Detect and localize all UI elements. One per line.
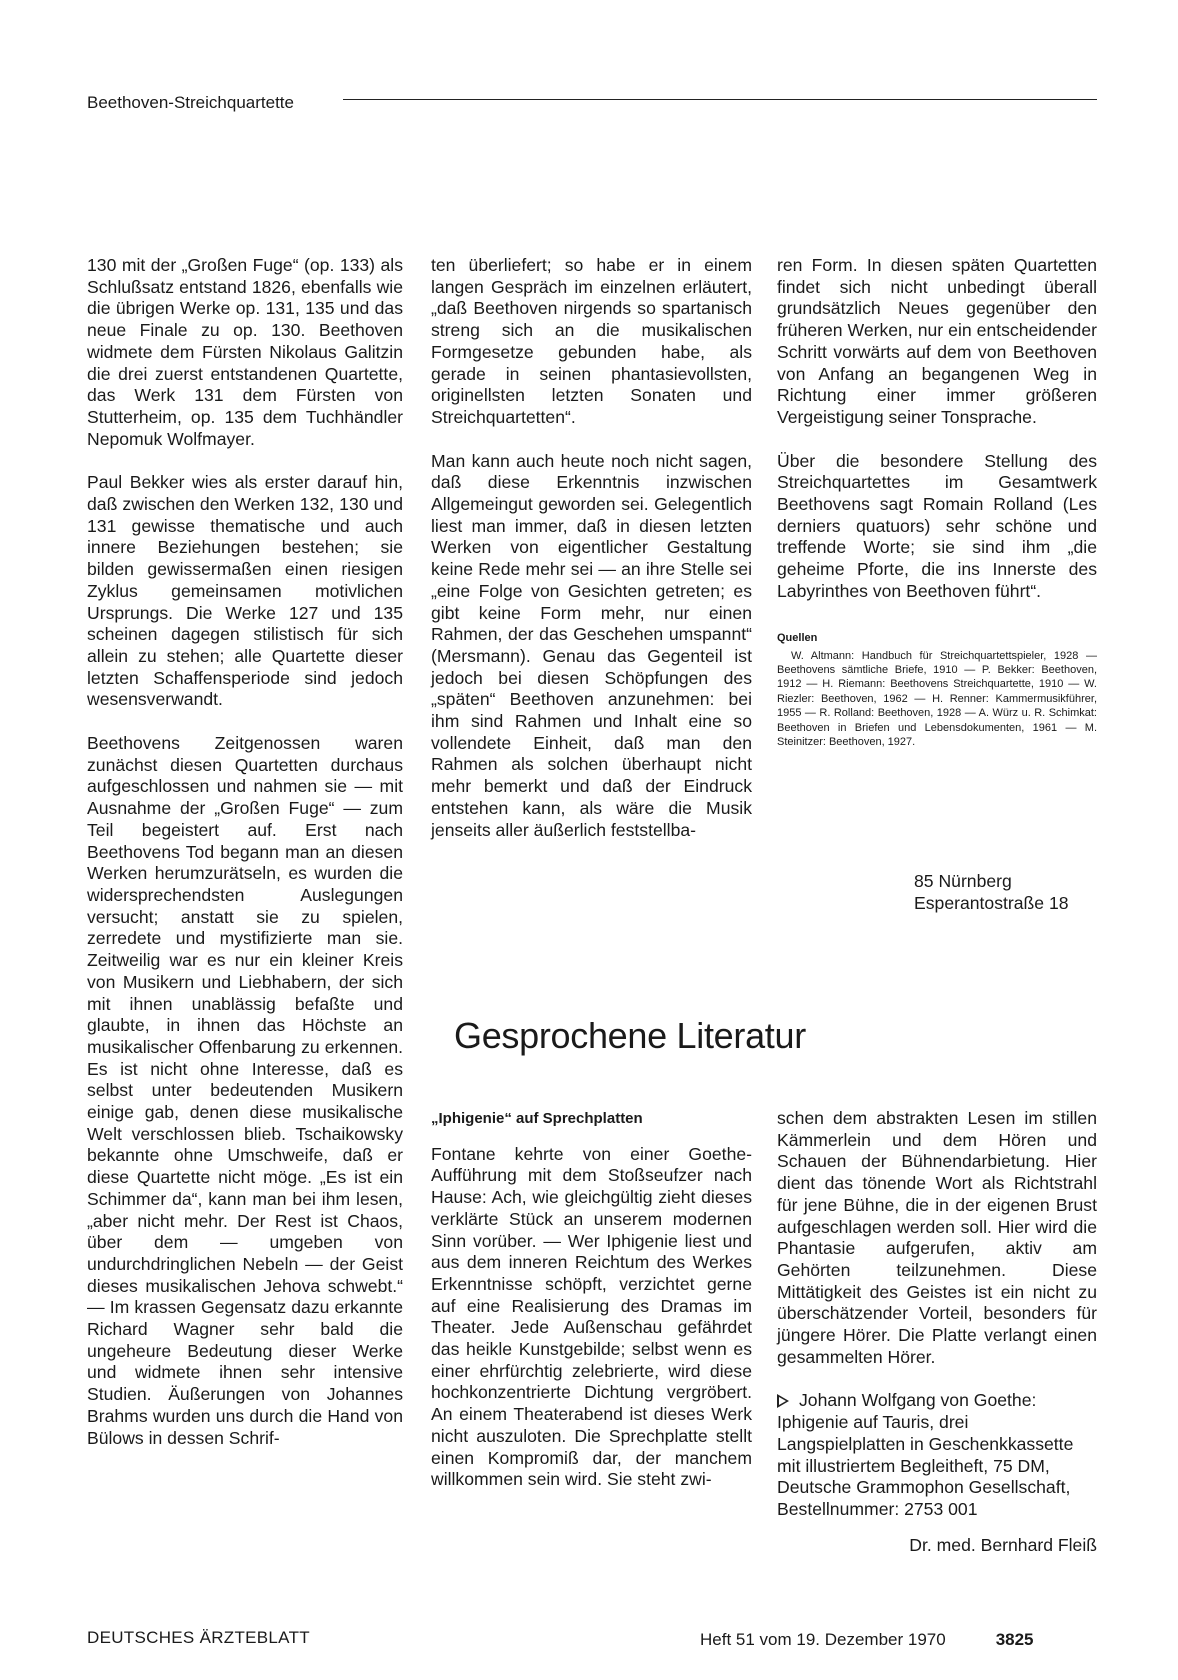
paragraph: Über die besondere Stellung des Streichquartettes im Gesamtwerk Beethovens sagt Romain Rolland (Les derniers quatuors) sehr schöne und treffende Worte; sie sind ihm „die geheime Pforte, die ins Innerste des Labyrinthes von Beethoven führt“. — [777, 450, 1097, 601]
paragraph: Man kann auch heute noch nicht sagen, daß diese Erkenntnis inzwischen Allgemeingut geworden sei. Gelegentlich liest man immer, daß in diesen letzten Werken von eigentlicher Gestaltung keine Rede mehr sei — an ihre Stelle sei „eine Folge von Gesichten getreten; es gibt keine Form mehr, nur einen Rahmen, der das Geschehen umspannt“ (Mersmann). Genau das Gegenteil ist jedoch bei diesen Schöpfungen des „späten“ Beethoven anzunehmen: bei ihm sind Rahmen und Inhalt eine so vollendete Einheit, daß man den Rahmen als solchen überhaupt nicht mehr bemerkt und daß der Eindruck entstehen kann, als wäre die Musik jenseits aller äußerlich feststellba- — [431, 450, 752, 840]
article-column-1 — [87, 255, 403, 1449]
paragraph: Fontane kehrte von einer Goethe-Aufführung mit dem Stoßseufzer nach Hause: Ach, wie gleichgültig zieht dieses verklärte Stück an unserem modernen Sinn vorüber. — Wer Iphigenie liest und aus dem inneren Reichtum des Werkes Erkenntnisse schöpft, verzichtet gerne auf eine Realisierung des Dramas im Theater. Jede Außenschau gefährdet das heikle Kunstgebilde; selbst wenn es einer ehrfürchtig zelebrierte, wird diese hochkonzentrierte Dichtung vergröbert. An einem Theaterabend ist dieses Werk nicht auszuloten. Die Sprechplatte stellt einen Kompromiß dar, der manchem willkommen sein wird. Sie steht zwi- — [431, 1143, 752, 1490]
journal-name: DEUTSCHES ÄRZTEBLATT — [87, 1628, 310, 1647]
section-title: Gesprochene Literatur — [454, 1015, 806, 1056]
paragraph: Beethovens Zeitgenossen waren zunächst diesen Quartetten durchaus aufgeschlossen und nahmen sie — mit Ausnahme der „Großen Fuge“ — zum Teil begeistert auf. Erst nach Beethovens Tod begann man an diesen Werken herumzurätseln, es wurden die widersprechendsten Auslegungen versucht; anstatt sie zu spielen, zerredete und mystifizierte man sie. Zeitweilig war es nur ein kleiner Kreis von Musikern und Liebhabern, der sich mit ihnen unablässig befaßte und glaubte, in ihnen das Höchste an musikalischer Offenbarung zu erkennen. Es ist nicht ohne Interesse, daß es selbst unter bedeutenden Musikern einige gab, denen diese musikalische Welt verschlossen blieb. Tschaikowsky bekannte ohne Umschweife, daß er diese Quartette nicht möge. „Es ist ein Schimmer da“, kann man bei ihm lesen, „aber nicht mehr. Der Rest ist Chaos, über dem — umgeben von undurchdringlichen Nebeln — der Geist dieses musikalischen Jehova schwebt.“ — Im krassen Gegensatz dazu erkannte Richard Wagner sehr bald die ungeheure Bedeutung dieser Werke und widmete ihnen sehr intensive Studien. Äußerungen von Johannes Brahms wurden uns durch die Hand von Bülows in dessen Schrif- — [87, 733, 403, 1448]
address-street: Esperantostraße 18 — [914, 893, 1069, 913]
paragraph: 130 mit der „Großen Fuge“ (op. 133) als Schlußsatz entstand 1826, ebenfalls wie die übrigen Werke op. 131, 135 und das neue Finale zu op. 130. Beethoven widmete dem Fürsten Nikolaus Galitzin die drei zuerst entstandenen Quartette, das Werk 131 dem Fürsten von Stutterheim, op. 135 dem Tuchhändler Nepomuk Wolfmayer. — [87, 255, 403, 449]
review-subheading: „Iphigenie“ auf Sprechplatten — [431, 1110, 643, 1127]
review-column-1 — [431, 1108, 752, 1491]
header-rule — [343, 99, 1097, 100]
paragraph: ren Form. In diesen späten Quartetten findet sich nicht unbedingt überall grundsätzlich Neues gegenüber den früheren Werken, nur ein entscheidender Schritt vorwärts auf dem von Beethoven von Anfang an begangenen Weg in Richtung einer immer größeren Vergeistigung seiner Tonsprache. — [777, 255, 1097, 427]
footer-issue — [700, 1630, 1034, 1650]
paragraph: ten überliefert; so habe er in einem langen Gespräch im einzelnen erläutert, „daß Beethoven nirgends so spartanisch streng sich an die musikalischen Formgesetze gebunden habe, als gerade in seinen phantasievollsten, originellsten letzten Sonaten und Streichquartetten“. — [431, 255, 752, 427]
review-author: Dr. med. Bernhard Fleiß — [909, 1534, 1097, 1555]
triangle-icon — [777, 1394, 789, 1408]
record-reference — [777, 1390, 1097, 1520]
paragraph: schen dem abstrakten Lesen im stillen Kämmerlein und dem Hören und Schauen der Bühnendarbietung. Hier dient das tönende Wort als Richtstrahl für jene Bühne, die in der eigenen Brust aufgeschlagen werden soll. Hier wird die Phantasie aufgerufen, aktiv am Gehörten teilzunehmen. Diese Mittätigkeit des Geistes ist ein nicht zu überschätzender Vorteil, besonders für jüngere Hörer. Die Platte verlangt einen gesammelten Hörer. — [777, 1108, 1097, 1367]
address-city: 85 Nürnberg — [914, 871, 1012, 891]
article-column-2 — [431, 255, 752, 841]
sources-list: W. Altmann: Handbuch für Streichquartettspieler, 1928 — Beethovens sämtliche Briefe, 1910 — P. Bekker: Beethoven, 1912 — H. Riemann: Beethovens Streichquartette, 1910 — W. Riezler: Beethoven, 1962 — H. Renner: Kammermusikführer, 1955 — R. Rolland: Beethoven, 1928 — A. Würz u. R. Schimkat: Beethoven in Briefen und Lebensdokumenten, 1961 — M. Steinitzer: Beethoven, 1927. — [777, 649, 1097, 748]
article-column-3 — [777, 255, 1097, 749]
running-header: Beethoven-Streichquartette — [87, 93, 294, 112]
author-address — [914, 870, 1069, 914]
issue-date: Heft 51 vom 19. Dezember 1970 — [700, 1630, 946, 1649]
review-column-2 — [777, 1108, 1097, 1556]
reference-text: Johann Wolfgang von Goethe: Iphigenie auf Tauris, drei Langspielplatten in Geschenkkassette mit illustriertem Begleitheft, 75 DM, Deutsche Grammophon Gesellschaft, Bestellnummer: 2753 001 — [777, 1390, 1074, 1519]
paragraph: Paul Bekker wies als erster darauf hin, daß zwischen den Werken 132, 130 und 131 gewisse thematische und auch innere Beziehungen bestehen; sie bilden gewissermaßen einen riesigen Zyklus gemeinsamen motivlichen Ursprungs. Die Werke 127 und 135 scheinen dagegen stilistisch für sich allein zu stehen; alle Quartette dieser letzten Schaffensperiode sind jedoch wesensverwandt. — [87, 472, 403, 710]
page-number: 3825 — [995, 1630, 1034, 1649]
sources-heading: Quellen — [777, 631, 818, 644]
